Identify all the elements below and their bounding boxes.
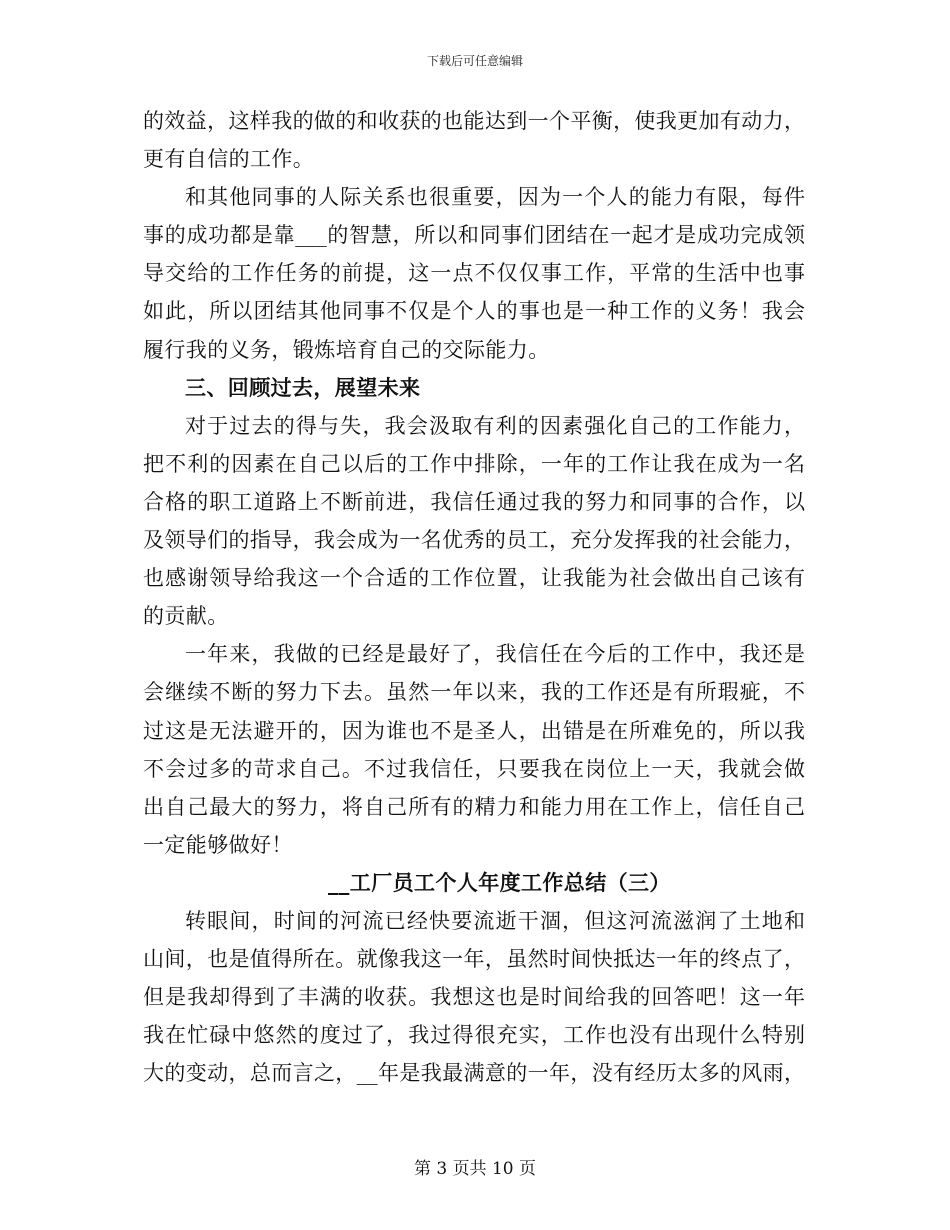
body-line: 的效益，这样我的做的和收获的也能达到一个平衡，使我更加有动力， [143,109,805,133]
section-heading: 三、回顾过去，展望未来 [185,374,421,400]
body-line: 履行我的义务，锻炼培育自己的交际能力。 [143,337,550,362]
body-line: 及领导们的指导，我会成为一名优秀的员工，充分发挥我的社会能力， [143,528,805,553]
body-line: 一定能够做好！ [143,832,293,857]
body-line: 的贡献。 [143,604,229,629]
body-line: 合格的职工道路上不断前进，我信任通过我的努力和同事的合作，以 [143,489,805,514]
page-number: 第 3 页共 10 页 [413,1159,537,1179]
page-header: 下载后可任意编辑 [426,54,523,68]
body-line: 山间，也是值得所在。就像我这一年，虽然时间快抵达一年的终点了， [143,947,805,972]
body-line: 但是我却得到了丰满的收获。我想这也是时间给我的回答吧！这一年 [143,985,805,1010]
document-title: __工厂员工个人年度工作总结（三） [328,869,671,895]
body-line: 过这是无法避开的，因为谁也不是圣人，出错是在所难免的，所以我 [143,718,805,743]
body-line: 更有自信的工作。 [143,147,315,172]
body-line: 把不利的因素在自己以后的工作中排除，一年的工作让我在成为一名 [143,451,805,476]
body-line: 导交给的工作任务的前提，这一点不仅仅事工作，平常的生活中也事 [143,261,805,286]
body-line: 会继续不断的努力下去。虽然一年以来，我的工作还是有所瑕疵，不 [143,680,805,705]
body-line: 不会过多的苛求自己。不过我信任，只要我在岗位上一天，我就会做 [143,756,805,781]
paragraph-first-line: 对于过去的得与失，我会汲取有利的因素强化自己的工作能力， [185,413,805,438]
body-line: 事的成功都是靠___的智慧，所以和同事们团结在一起才是成功完成领 [143,223,805,248]
paragraph-first-line: 一年来，我做的已经是最好了，我信任在今后的工作中，我还是 [185,642,805,667]
body-line: 我在忙碌中悠然的度过了，我过得很充实，工作也没有出现什么特别 [143,1023,805,1048]
body-line: 出自己最大的努力，将自己所有的精力和能力用在工作上，信任自己 [143,794,805,819]
body-line: 大的变动，总而言之，__年是我最满意的一年，没有经历太多的风雨， [143,1061,805,1086]
body-line: 也感谢领导给我这一个合适的工作位置，让我能为社会做出自己该有 [143,566,805,591]
paragraph-first-line: 和其他同事的人际关系也很重要，因为一个人的能力有限，每件 [185,185,805,210]
document-body [143,102,805,1092]
paragraph-first-line: 转眼间，时间的河流已经快要流逝干涸，但这河流滋润了土地和 [185,908,805,933]
body-line: 如此，所以团结其他同事不仅是个人的事也是一种工作的义务！我会 [143,299,805,324]
